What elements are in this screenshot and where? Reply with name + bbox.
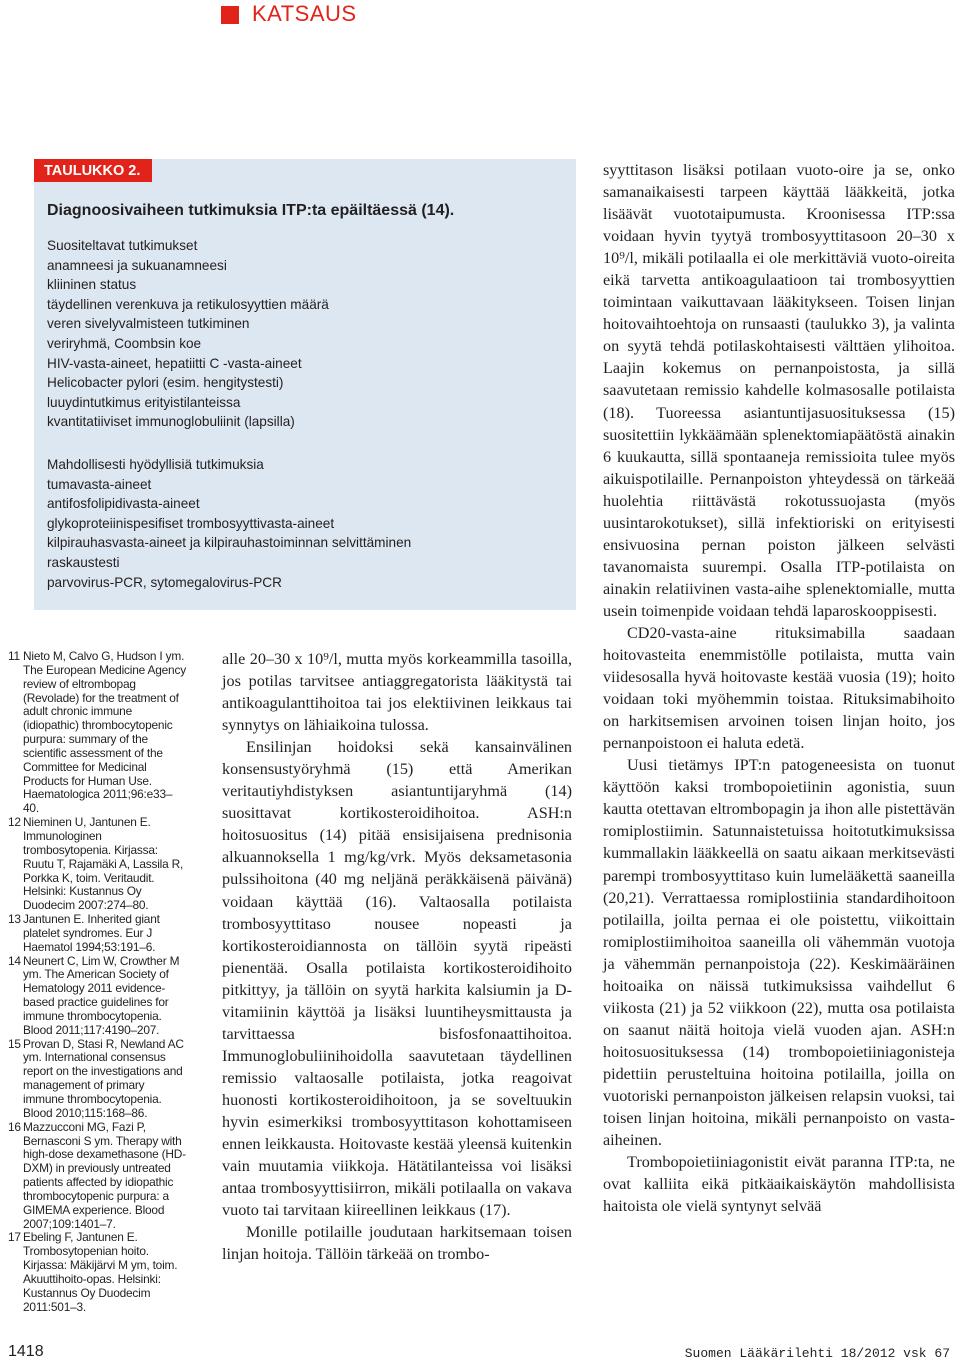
- section-marker: [221, 6, 239, 24]
- table-title: Diagnoosivaiheen tutkimuksia ITP:ta epäiltäessä (14).: [47, 202, 455, 219]
- body-paragraph: alle 20–30 x 10⁹/l, mutta myös korkeammilla tasoilla, jos potilas tarvitsee antiaggregatorista lääkitystä tai antikoagulanttihoitoa tai jos elektiivinen leikkaus tai synnytys on lähiaikoina tulossa.: [222, 650, 572, 735]
- page-header: [0, 0, 960, 36]
- reference-text: Provan D, Stasi R, Newland AC ym. International consensus report on the investigations and management of primary immune thrombocytopenia. Blood 2010;115:168–86.: [23, 1036, 184, 1120]
- reference-number: 15: [8, 1036, 21, 1051]
- body-column-right: [603, 159, 955, 1217]
- table-group-possibly-useful: [47, 455, 411, 592]
- reference-number: 12: [8, 815, 21, 830]
- table-list-item: antifosfolipidivasta-aineet: [47, 496, 200, 512]
- reference-number: 14: [8, 953, 21, 968]
- body-paragraph: Uusi tietämys IPT:n patogeneesista on tuonut käyttöön kaksi trombopoietiinin agonistia, suun kautta otettavan eltrombopagin ja ihon alle pistettävän romiplostiimin. Satunnaistetuissa hoitotutkimuksissa kummallakin lääkkeellä on saatu aikaan merkitsevästi parempi trombosyyttitaso kuin lumelääkettä saaneilla (20,21). Verrattaessa romiplostiinia standardihoitoon potilailla, joilta pernaa ei ole poistettu, viikoittain romiplostiimihoitoa saaneilla oli vähemmän vuotoja ja vähemmän pernanpoistoja (22). Keskimääräinen hoitoaika on näissä tutkimuksissa vaihdellut 6 viikosta (21) ja 52 viikkoon (22), mutta osa potilaista on saanut näitä hoitoja vielä vuoden ajan. ASH:n hoitosuosituksessa (14) trombopoietiiniagonisteja pidettiin perusteltuina hoitoina potilailla, joilla on vuotoriski pernanpoiston jälkeisen relapsin vuoksi, tai toisen linjan hoitoina, mikäli pernanpoisto on vasta-aiheinen.: [603, 756, 955, 1150]
- reference-text: Nieto M, Calvo G, Hudson I ym. The European Medicine Agency review of eltrombopag (Revolade) for the treatment of adult chronic immune (idiopathic) thrombocytopenic purpura: summary of the scientific assessment of the Committee for Medicinal Products for Human Use. Haematologica 2011;96:e33–40.: [23, 649, 186, 816]
- page-number: 1418: [8, 1343, 44, 1360]
- reference-item: [8, 913, 188, 955]
- reference-number: 16: [8, 1119, 21, 1134]
- table-label: TAULUKKO 2.: [34, 159, 152, 182]
- table-group-recommended: [47, 236, 329, 432]
- reference-text: Mazzucconi MG, Fazi P, Bernasconi S ym. Therapy with high-dose dexamethasone (HD-DXM) in previously untreated patients affected by idiopathic thrombocytopenic purpura: a GIMEMA experience. Blood 2007;109:1401–7.: [23, 1119, 186, 1231]
- body-paragraph: syyttitason lisäksi potilaan vuoto-oire ja se, onko samanaikaisesti tarpeen käyttää lääkkeitä, jotka lisäävät vuototaipumusta. Kroonisessa ITP:ssa voidaan hyvin tyytyä trombosyyttitasoon 20–30 x 10⁹/l, mikäli potilaalla ei ole merkittäviä vuoto-oireita eikä tarvetta antikoagulaatioon tai trombosyyttien toimintaan vaikuttavaan lääkitykseen. Toisen linjan hoitovaihtoehtoja on runsaasti (taulukko 3), ja valinta on syytä tehdä potilaskohtaisesti välttäen ylihoitoa. Laajin kokemus on pernanpoistosta, ja sillä saavutetaan remissio kahdelle kolmasosalle potilaista (18). Tuoreessa asiantuntijasuosituksessa (15) suositettiin lykkäämään splenektomiapäätöstä ainakin 6 kuukautta, sillä spontaaneja remissioita tulee myös aikuispotilaille. Pernanpoiston yhteydessä on tärkeää huolehtia riittävästä rokotussuojasta (myös uusintarokotukset), sillä infektioriski on erityisesti ensivuosina pernan poiston jälkeen selvästi tavanomaista suurempi. Osalla ITP-potilaista on ainakin relatiivinen vasta-aihe splenektomialle, mutta usein toimenpide voidaan tehdä laparoskooppisesti.: [603, 161, 955, 620]
- reference-text: Nieminen U, Jantunen E. Immunologinen trombosytopenia. Kirjassa: Ruutu T, Rajamäki A, Lassila R, Porkka K, toim. Veritaudit. Helsinki: Kustannus Oy Duodecim 2007:274–80.: [23, 815, 184, 913]
- table-list-item: HIV-vasta-aineet, hepatiitti C -vasta-aineet: [47, 355, 302, 371]
- table-list-item: täydellinen verenkuva ja retikulosyyttien määrä: [47, 296, 329, 312]
- reference-text: Ebeling F, Jantunen E. Trombosytopenian hoito. Kirjassa: Mäkijärvi M ym, toim. Akuuttihoito-opas. Helsinki: Kustannus Oy Duodecim 2011:501–3.: [23, 1230, 178, 1314]
- reference-item: [8, 1038, 188, 1121]
- reference-item: [8, 816, 188, 913]
- table-list-item: veriryhmä, Coombsin koe: [47, 335, 202, 351]
- journal-info: Suomen Lääkärilehti 18/2012 vsk 67: [684, 1346, 950, 1361]
- table-list-item: kilpirauhasvasta-aineet ja kilpirauhastoiminnan selvittäminen: [47, 535, 412, 551]
- reference-item: [8, 955, 188, 1038]
- body-column-middle: [222, 648, 572, 1265]
- reference-item: [8, 1121, 188, 1232]
- table-list-item: glykoproteiinispesifiset trombosyyttivasta-aineet: [47, 515, 335, 531]
- table-list-item: kvantitatiiviset immunoglobuliinit (lapsilla): [47, 414, 295, 430]
- body-paragraph: CD20-vasta-aine rituksimabilla saadaan hoitovasteita enemmistölle potilaista, mutta vain viidesosalla hyvä hoitovaste kestää vuosia (19); hoito voidaan toki myöhemmin toistaa. Rituksimabihoito on harkitsemisen arvoinen toisen linjan hoito, jos pernanpoistoon ei haluta edetä.: [603, 623, 955, 753]
- reference-list: [8, 650, 188, 1315]
- body-paragraph: Ensilinjan hoidoksi sekä kansainvälinen konsensustyöryhmä (15) että Amerikan veritautiyhdistyksen asiantuntijaryhmä (14) suosittavat kortikosteroidihoitoa. ASH:n hoitosuositus (14) pitää ensisijaisena prednisonia alkuannoksella 1 mg/kg/vrk. Myös deksametasonia pulssihoitona (40 mg neljänä peräkkäisenä päivänä) voidaan käyttää (16). Valtaosalla potilaista trombosyyttitaso nousee nopeasti ja kortikosteroidiannosta on tällöin syytä ripeästi pienentää. Osalla potilaista kortikosteroidihoito pitkittyy, ja tällöin on syytä harkita kalsiumin ja D-vitamiinin käyttöä ja lisäksi luuntiheysmittausta ja tarvittaessa bisfosfonaattihoitoa. Immunoglobuliinihoidolla saavutetaan täydellinen remissio valtaosalle potilaista, jotka reagoivat huonosti kortikosteroidihoitoon, ja se soveltuukin hyvin esimerkiksi trombosyyttitason kohottamiseen ennen leikkausta. Hoitovaste kestää yleensä kuitenkin vain muutamia viikkoja. Hätätilanteissa voi lisäksi antaa trombosyyttisiirron, mikäli potilaalla on vakava vuoto tai tarvitaan kiireellinen leikkaus (17).: [222, 738, 572, 1220]
- reference-item: [8, 1231, 188, 1314]
- body-paragraph: Trombopoietiiniagonistit eivät paranna ITP:ta, ne ovat kalliita eikä pitkäaikaiskäytön mahdollisista haitoista ole vielä syntynyt selvää: [603, 1153, 955, 1216]
- table-list-item: veren sivelyvalmisteen tutkiminen: [47, 316, 250, 332]
- table-list-item: parvovirus-PCR, sytomegalovirus-PCR: [47, 574, 282, 590]
- reference-number: 17: [8, 1230, 21, 1245]
- body-paragraph: Monille potilaille joudutaan harkitsemaan toisen linjan hoitoja. Tällöin tärkeää on trombo-: [222, 1223, 572, 1264]
- reference-text: Neunert C, Lim W, Crowther M ym. The American Society of Hematology 2011 evidence-based practice guidelines for immune thrombocytopenia. Blood 2011;117:4190–207.: [23, 953, 180, 1037]
- table-list-item: anamneesi ja sukuanamneesi: [47, 257, 227, 273]
- reference-number: 13: [8, 912, 21, 927]
- table-list-item: tumavasta-aineet: [47, 476, 152, 492]
- table-group-heading: Mahdollisesti hyödyllisiä tutkimuksia: [47, 457, 264, 472]
- table-list-item: kliininen status: [47, 277, 137, 293]
- table-list-item: Helicobacter pylori (esim. hengitystesti): [47, 375, 284, 391]
- table-group-heading: Suositeltavat tutkimukset: [47, 238, 198, 253]
- table-list-item: raskaustesti: [47, 554, 120, 570]
- reference-item: [8, 650, 188, 816]
- reference-text: Jantunen E. Inherited giant platelet syndromes. Eur J Haematol 1994;53:191–6.: [23, 912, 160, 954]
- reference-number: 11: [8, 649, 20, 663]
- section-label: KATSAUS: [252, 1, 357, 26]
- table-list-item: luuydintutkimus erityistilanteissa: [47, 394, 241, 410]
